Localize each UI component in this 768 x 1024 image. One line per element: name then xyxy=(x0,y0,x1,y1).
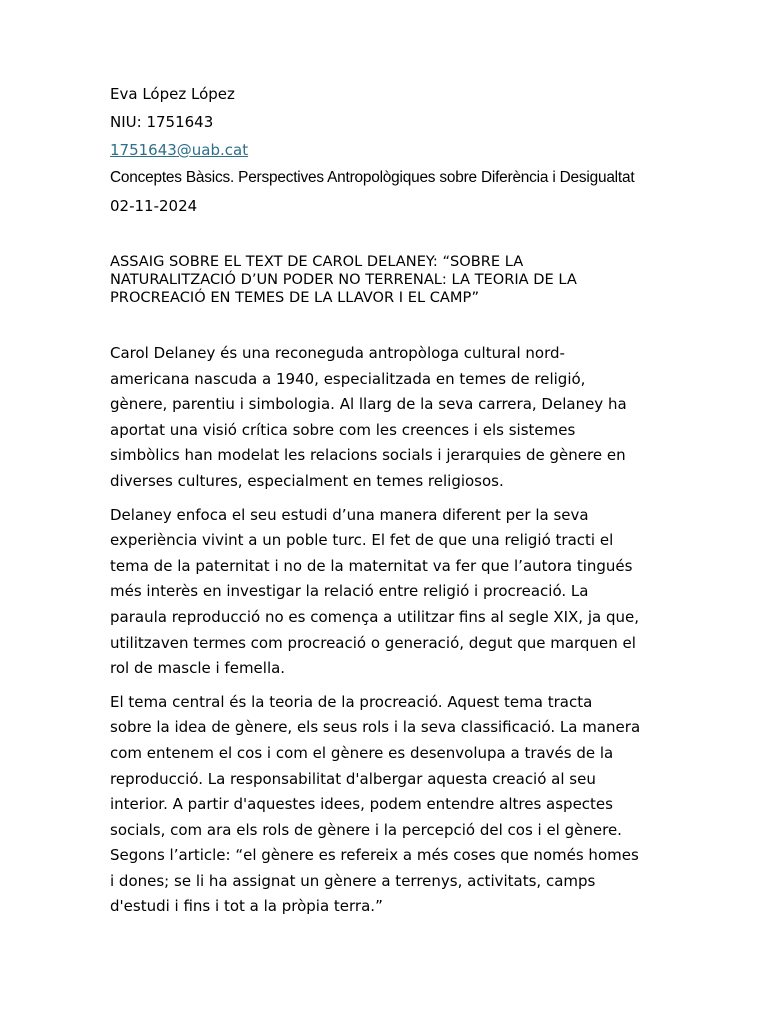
text-line: interior. A partir d'aquestes idees, podem entendre altres aspectes xyxy=(110,795,613,814)
paragraph-2 xyxy=(110,503,658,682)
text-line: socials, com ara els rols de gènere i la percepció del cos i el gènere. xyxy=(110,820,622,839)
text-line: simbòlics han modelat les relacions socials i jerarquies de gènere en xyxy=(110,446,626,465)
text-line: El tema central és la teoria de la procreació. Aquest tema tracta xyxy=(110,692,593,711)
text-line: Segons l’article: “el gènere es refereix a més coses que només homes xyxy=(110,846,639,865)
paragraph-1 xyxy=(110,341,658,495)
course-name: Conceptes Bàsics. Perspectives Antropològiques sobre Diferència i Desigualtat xyxy=(110,169,635,186)
document-date: 02-11-2024 xyxy=(110,197,198,215)
essay-title-line: NATURALITZACIÓ D’UN PODER NO TERRENAL: LA TEORIA DE LA xyxy=(110,271,577,288)
text-line: utilitzaven termes com procreació o generació, degut que marquen el xyxy=(110,633,636,652)
text-line: americana nascuda a 1940, especialitzada en temes de religió, xyxy=(110,369,586,388)
document-page xyxy=(110,84,658,928)
paragraph-3 xyxy=(110,690,658,920)
text-line: paraula reproducció no es comença a utilitzar fins al segle XIX, ja que, xyxy=(110,607,639,626)
text-line: i dones; se li ha assignat un gènere a terrenys, activitats, camps xyxy=(110,871,596,890)
text-line: rol de mascle i femella. xyxy=(110,659,286,678)
text-line: sobre la idea de gènere, els seus rols i la seva classificació. La manera xyxy=(110,718,641,737)
essay-body xyxy=(110,341,658,920)
essay-title xyxy=(110,253,658,307)
text-line: com entenem el cos i com el gènere es desenvolupa a través de la xyxy=(110,743,614,762)
student-id: NIU: 1751643 xyxy=(110,113,214,131)
essay-title-line: PROCREACIÓ EN TEMES DE LA LLAVOR I EL CAMP” xyxy=(110,289,480,306)
email-link[interactable]: 1751643@uab.cat xyxy=(110,141,249,159)
text-line: tema de la paternitat i no de la maternitat va fer que l’autora tingués xyxy=(110,556,633,575)
text-line: diverses cultures, especialment en temes religiosos. xyxy=(110,471,504,490)
text-line: aportat una visió crítica sobre com les creences i els sistemes xyxy=(110,420,576,439)
text-line: més interès en investigar la relació entre religió i procreació. La xyxy=(110,582,589,601)
author-name: Eva López López xyxy=(110,85,235,103)
text-line: Carol Delaney és una reconeguda antropòloga cultural nord- xyxy=(110,344,565,362)
text-line: reproducció. La responsabilitat d'albergar aquesta creació al seu xyxy=(110,769,596,788)
essay-title-line: ASSAIG SOBRE EL TEXT DE CAROL DELANEY: “SOBRE LA xyxy=(110,253,524,270)
text-line: Delaney enfoca el seu estudi d’una manera diferent per la seva xyxy=(110,505,589,524)
text-line: gènere, parentiu i simbologia. Al llarg de la seva carrera, Delaney ha xyxy=(110,395,627,414)
text-line: experiència vivint a un poble turc. El fet de que una religió tracti el xyxy=(110,531,614,550)
text-line: d'estudi i fins i tot a la pròpia terra.” xyxy=(110,897,383,916)
